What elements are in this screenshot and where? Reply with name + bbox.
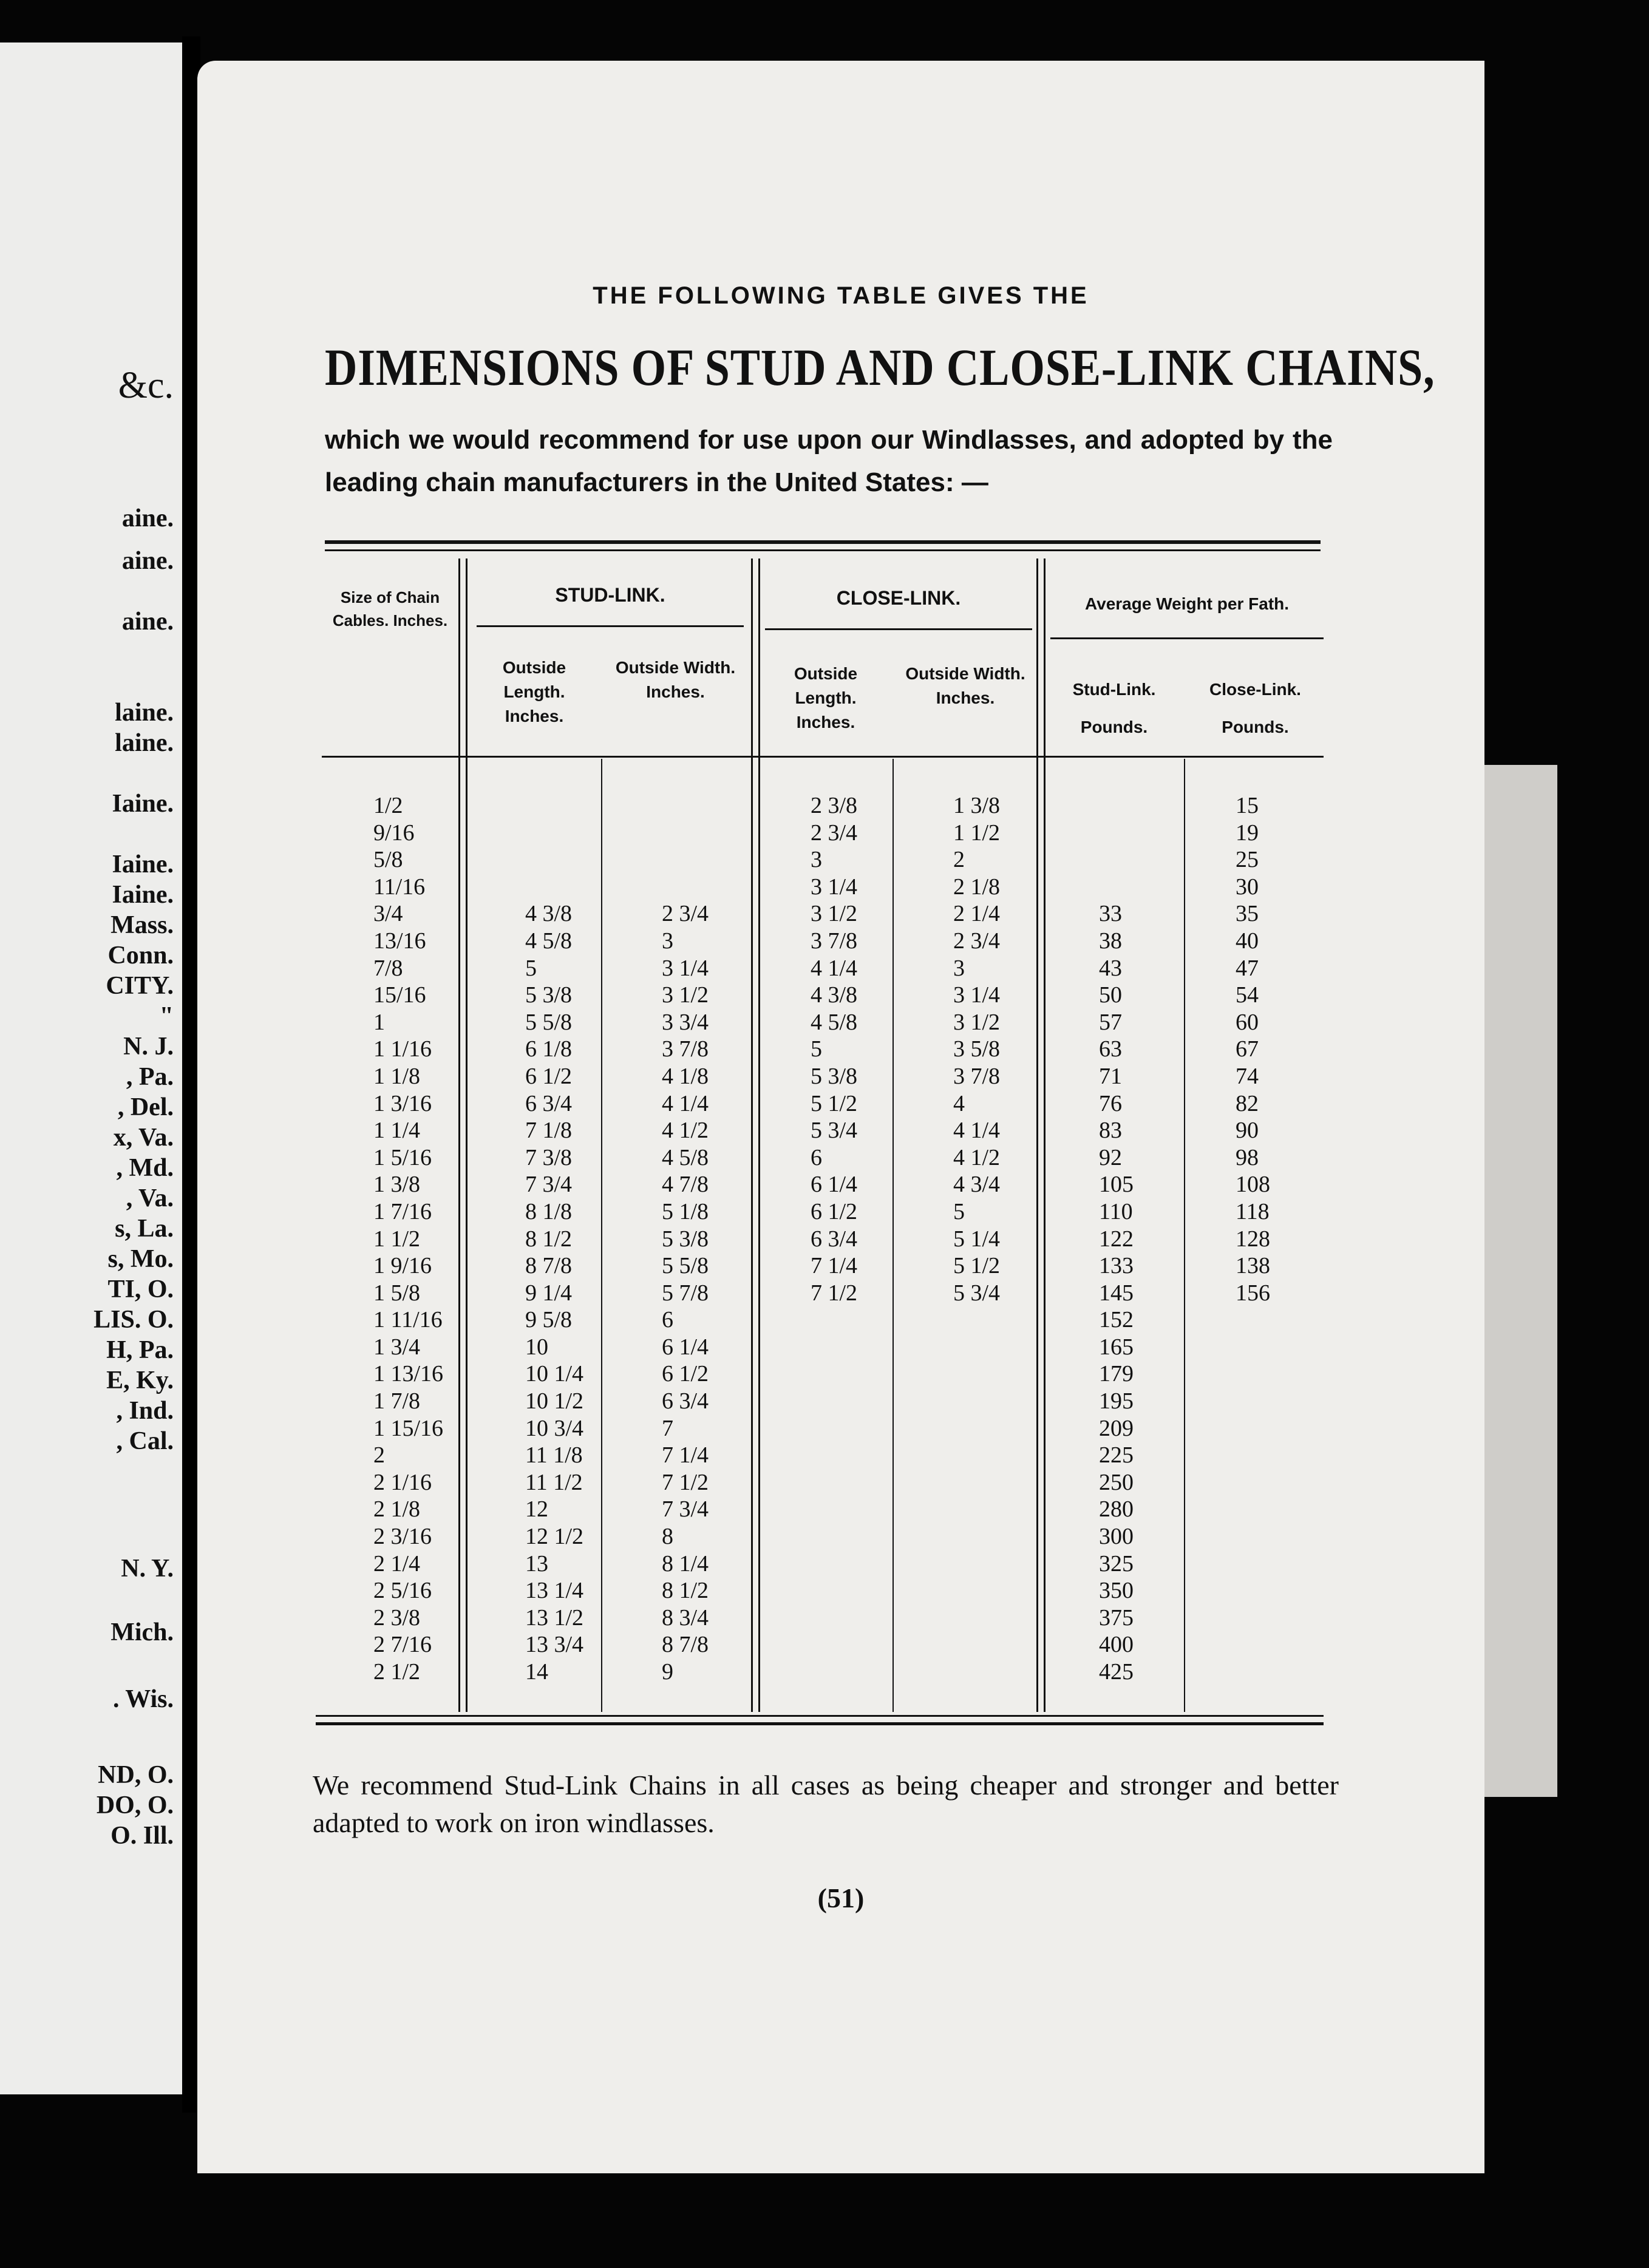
- table-cell: [525, 792, 583, 820]
- stud-width-column: [662, 792, 709, 1686]
- stud-length-header: Outside Length. Inches.: [502, 658, 566, 725]
- table-cell: 6 1/4: [662, 1334, 709, 1360]
- table-cell: 2: [953, 847, 965, 873]
- left-page-fragment: H, Pa.: [106, 1336, 174, 1364]
- left-page-fragment: x, Va.: [113, 1124, 174, 1152]
- size-column: [373, 792, 443, 1686]
- table-cell: 1 1/4: [373, 1118, 421, 1144]
- table-cell: 5 5/8: [525, 1009, 573, 1035]
- table-cell: 1: [373, 1009, 385, 1035]
- table-cell: 8 1/8: [525, 1198, 573, 1224]
- document-page: [197, 61, 1484, 2173]
- table-cell: 138: [1236, 1253, 1270, 1279]
- table-cell: 2 3/8: [373, 1604, 421, 1631]
- table-cell: 1 3/8: [373, 1172, 421, 1198]
- table-cell: 4 5/8: [525, 928, 573, 954]
- table-cell: 13 1/4: [525, 1578, 584, 1604]
- table-cell: 5 1/8: [662, 1198, 709, 1224]
- table-top-rule-thin: [325, 549, 1321, 551]
- table-cell: [525, 874, 583, 901]
- table-cell: 71: [1099, 1063, 1122, 1089]
- left-page-fragment: Mich.: [110, 1618, 174, 1646]
- stud-length-column: [525, 792, 583, 1686]
- table-cell: 4 1/2: [662, 1118, 709, 1144]
- col-rule: [1044, 559, 1046, 1712]
- table-cell: 2 3/16: [373, 1524, 432, 1550]
- table-cell: 5 3/8: [811, 1063, 858, 1089]
- table-cell: 13 1/2: [525, 1604, 584, 1631]
- table-cell: 118: [1236, 1198, 1270, 1224]
- table-cell: 8 7/8: [525, 1253, 573, 1279]
- table-cell: [525, 820, 583, 847]
- table-cell: 11/16: [373, 874, 426, 900]
- table-cell: 43: [1099, 955, 1122, 981]
- table-cell: 8 1/2: [525, 1226, 573, 1252]
- avg-weight-header: Average Weight per Fath.: [1084, 594, 1290, 613]
- intro-paragraph: which we would recommend for use upon our Windlasses, and adopted by the leading chain manufacturers in the United States: —: [325, 425, 1333, 497]
- table-cell: [525, 846, 583, 874]
- table-cell: 19: [1236, 820, 1259, 846]
- table-cell: 15: [1236, 793, 1259, 818]
- table-cell: 8 3/4: [662, 1604, 709, 1631]
- adjacent-page: [0, 42, 182, 2094]
- col-rule: [751, 559, 753, 1712]
- table-cell: 3: [662, 928, 673, 954]
- col-rule: [601, 759, 602, 1712]
- table-cell: 7: [662, 1415, 673, 1441]
- table-cell: 63: [1099, 1036, 1122, 1062]
- table-cell: 179: [1099, 1361, 1134, 1387]
- table-cell: 110: [1099, 1198, 1133, 1224]
- table-cell: 1 1/2: [953, 820, 1001, 846]
- left-page-fragment: aine.: [121, 547, 174, 575]
- left-page-fragment: , Pa.: [126, 1063, 174, 1091]
- table-cell: 33: [1099, 901, 1122, 927]
- table-cell: 1 1/2: [373, 1226, 421, 1252]
- table-cell: 13: [525, 1550, 548, 1577]
- left-page-fragment: , Va.: [126, 1184, 174, 1212]
- table-cell: 2 3/8: [811, 793, 858, 818]
- table-cell: [1099, 846, 1134, 874]
- table-cell: 10 3/4: [525, 1415, 584, 1441]
- table-cell: 6: [811, 1144, 822, 1170]
- table-cell: 6: [662, 1307, 673, 1333]
- table-cell: 5 3/4: [811, 1118, 858, 1144]
- table-cell: 30: [1236, 874, 1259, 900]
- table-cell: 60: [1236, 1009, 1259, 1035]
- table-cell: 10 1/4: [525, 1361, 584, 1387]
- stud-width-header: Outside Width. Inches.: [615, 658, 736, 701]
- table-cell: 3 1/4: [953, 982, 1001, 1008]
- page-title: DIMENSIONS OF STUD AND CLOSE-LINK CHAINS,: [325, 338, 1435, 396]
- table-cell: 92: [1099, 1144, 1122, 1170]
- table-cell: 9 5/8: [525, 1307, 573, 1333]
- close-link-underline: [765, 628, 1032, 630]
- table-cell: 5: [953, 1198, 965, 1224]
- table-cell: 67: [1236, 1036, 1259, 1062]
- table-cell: 6 1/2: [811, 1198, 858, 1224]
- table-cell: 3 3/4: [662, 1009, 709, 1035]
- left-page-fragment: DO, O.: [96, 1791, 174, 1819]
- table-cell: 7 3/4: [662, 1496, 709, 1523]
- table-cell: 3 7/8: [811, 928, 858, 954]
- table-cell: 6 3/4: [525, 1090, 573, 1116]
- table-cell: 76: [1099, 1090, 1122, 1116]
- table-cell: 6 1/2: [662, 1361, 709, 1387]
- table-cell: 152: [1099, 1307, 1134, 1333]
- table-cell: 6 1/4: [811, 1172, 858, 1198]
- table-cell: 3 5/8: [953, 1036, 1001, 1062]
- table-cell: 1 13/16: [373, 1361, 444, 1387]
- left-page-fragment: laine.: [115, 729, 174, 757]
- table-cell: 2 1/4: [953, 901, 1001, 927]
- left-page-fragment: ND, O.: [98, 1761, 174, 1789]
- table-cell: 13/16: [373, 928, 426, 954]
- close-length-column: [811, 792, 857, 1306]
- table-cell: [1099, 820, 1134, 847]
- table-cell: 82: [1236, 1090, 1259, 1116]
- table-cell: 15/16: [373, 982, 426, 1008]
- table-cell: [662, 874, 709, 901]
- table-cell: [1099, 874, 1134, 901]
- left-page-fragment: LIS. O.: [93, 1306, 174, 1334]
- table-cell: 1 1/8: [373, 1063, 421, 1089]
- table-cell: 4 3/8: [811, 982, 858, 1008]
- left-page-fragment: ": [159, 1002, 174, 1030]
- left-page-fragment: , Md.: [116, 1154, 174, 1182]
- table-cell: 9/16: [373, 820, 415, 846]
- table-cell: 5: [811, 1036, 822, 1062]
- table-cell: 2 1/16: [373, 1469, 432, 1495]
- table-cell: 98: [1236, 1144, 1259, 1170]
- table-cell: 2 1/8: [953, 874, 1001, 900]
- col-rule: [758, 559, 760, 1712]
- table-cell: 375: [1099, 1604, 1134, 1631]
- table-cell: 156: [1236, 1280, 1270, 1306]
- table-cell: 3 1/4: [811, 874, 858, 900]
- table-cell: 10: [525, 1334, 548, 1360]
- table-cell: [662, 846, 709, 874]
- col-rule: [466, 559, 467, 1712]
- table-cell: 145: [1099, 1280, 1134, 1306]
- table-cell: 108: [1236, 1172, 1270, 1198]
- table-cell: 225: [1099, 1442, 1134, 1468]
- table-cell: 8: [662, 1524, 673, 1550]
- header-bottom-rule: [322, 756, 1324, 758]
- table-cell: 50: [1099, 982, 1122, 1008]
- table-cell: 2 3/4: [953, 928, 1001, 954]
- table-cell: 1 5/8: [373, 1280, 421, 1306]
- table-cell: 6 1/8: [525, 1036, 573, 1062]
- table-cell: 7 1/4: [811, 1253, 858, 1279]
- close-width-header: Outside Width. Inches.: [905, 664, 1025, 707]
- table-cell: 4 1/4: [811, 955, 858, 981]
- table-cell: 400: [1099, 1632, 1134, 1658]
- table-cell: 5 1/4: [953, 1226, 1001, 1252]
- table-cell: 1 11/16: [373, 1307, 443, 1333]
- table-cell: 2 1/8: [373, 1496, 421, 1523]
- col-rule: [892, 759, 894, 1712]
- left-page-fragment: CITY.: [106, 972, 174, 1000]
- left-page-fragment: aine.: [121, 504, 174, 532]
- col-rule: [458, 559, 460, 1712]
- left-page-fragment: . Wis.: [113, 1685, 174, 1713]
- table-cell: 11 1/8: [525, 1442, 583, 1468]
- page-number: (51): [817, 1883, 865, 1913]
- table-cell: [1099, 792, 1134, 820]
- left-page-fragment: s, La.: [115, 1215, 174, 1243]
- table-cell: 1 15/16: [373, 1415, 444, 1441]
- table-cell: 5 3/8: [525, 982, 573, 1008]
- left-page-fragment: &c.: [118, 365, 174, 406]
- table-cell: 12: [525, 1496, 548, 1523]
- table-cell: 350: [1099, 1578, 1134, 1604]
- table-cell: 128: [1236, 1226, 1270, 1252]
- table-cell: 40: [1236, 928, 1259, 954]
- table-cell: 105: [1099, 1172, 1134, 1198]
- table-cell: 2 3/4: [811, 820, 858, 846]
- table-cell: 4 5/8: [662, 1144, 709, 1170]
- table-cell: 10 1/2: [525, 1388, 584, 1414]
- left-page-fragment: , Del.: [117, 1093, 174, 1121]
- table-cell: 25: [1236, 847, 1259, 873]
- table-cell: 7 1/4: [662, 1442, 709, 1468]
- table-cell: 2 1/4: [373, 1550, 421, 1577]
- table-cell: 1 5/16: [373, 1144, 432, 1170]
- table-cell: 3: [811, 847, 822, 873]
- table-cell: 35: [1236, 901, 1259, 927]
- table-cell: 165: [1099, 1334, 1134, 1360]
- table-cell: 250: [1099, 1469, 1134, 1495]
- table-cell: 5/8: [373, 847, 403, 873]
- left-page-fragment: TI, O.: [107, 1275, 174, 1303]
- table-cell: 280: [1099, 1496, 1134, 1523]
- table-heading: THE FOLLOWING TABLE GIVES THE: [593, 282, 1089, 309]
- left-page-fragment: Iaine.: [112, 881, 174, 909]
- table-cell: 7 3/4: [525, 1172, 573, 1198]
- table-cell: 8 1/2: [662, 1578, 709, 1604]
- table-cell: 1 9/16: [373, 1253, 432, 1279]
- close-length-header: Outside Length. Inches.: [794, 664, 858, 732]
- table-cell: 2 7/16: [373, 1632, 432, 1658]
- close-pounds-column: [1236, 792, 1270, 1306]
- left-page-fragment: Conn.: [107, 942, 174, 969]
- table-cell: 1 1/16: [373, 1036, 432, 1062]
- table-cell: 6 1/2: [525, 1063, 573, 1089]
- table-cell: 1 3/8: [953, 793, 1001, 818]
- table-cell: 5: [525, 955, 537, 981]
- table-cell: 5 5/8: [662, 1253, 709, 1279]
- table-cell: 9 1/4: [525, 1280, 573, 1306]
- table-cell: 3 1/2: [662, 982, 709, 1008]
- table-top-rule: [325, 540, 1321, 544]
- close-link-header: CLOSE-LINK.: [836, 587, 961, 609]
- avg-weight-underline: [1050, 637, 1324, 639]
- table-cell: [662, 820, 709, 847]
- stud-link-header: STUD-LINK.: [555, 584, 665, 606]
- footer-note: We recommend Stud-Link Chains in all cases as being cheaper and stronger and better adapted to work on iron windlasses.: [313, 1770, 1339, 1838]
- size-header: Size of Chain Cables. Inches.: [332, 588, 448, 630]
- table-cell: 2 5/16: [373, 1578, 432, 1604]
- table-cell: 1 7/16: [373, 1198, 432, 1224]
- table-cell: 195: [1099, 1388, 1134, 1414]
- left-page-fragment: , Cal.: [116, 1427, 174, 1455]
- table-cell: 4: [953, 1090, 965, 1116]
- table-cell: 3 7/8: [662, 1036, 709, 1062]
- table-bottom-rule: [316, 1715, 1324, 1717]
- table-cell: 3/4: [373, 901, 403, 927]
- table-cell: 4 1/8: [662, 1063, 709, 1089]
- left-page-fragment: , Ind.: [116, 1397, 174, 1425]
- table-cell: 3 1/2: [811, 901, 858, 927]
- table-cell: 122: [1099, 1226, 1134, 1252]
- table-cell: 3 1/4: [662, 955, 709, 981]
- table-cell: 1 7/8: [373, 1388, 421, 1414]
- stud-pounds-column: [1099, 792, 1134, 1686]
- table-cell: 4 1/4: [953, 1118, 1001, 1144]
- table-cell: 6 3/4: [662, 1388, 709, 1414]
- table-cell: 7 1/8: [525, 1118, 573, 1144]
- table-cell: 54: [1236, 982, 1259, 1008]
- table-cell: 7 3/8: [525, 1144, 573, 1170]
- left-page-fragment: Iaine.: [112, 790, 174, 818]
- table-cell: 8 7/8: [662, 1632, 709, 1658]
- table-cell: 38: [1099, 928, 1122, 954]
- table-cell: 325: [1099, 1550, 1134, 1577]
- table-cell: 3: [953, 955, 965, 981]
- table-cell: [662, 792, 709, 820]
- col-rule: [1184, 759, 1185, 1712]
- close-width-column: [953, 792, 1000, 1306]
- table-cell: 90: [1236, 1118, 1259, 1144]
- left-page-fragment: s, Mo.: [107, 1245, 174, 1273]
- table-cell: 5 1/2: [811, 1090, 858, 1116]
- table-cell: 7/8: [373, 955, 403, 981]
- table-cell: 300: [1099, 1524, 1134, 1550]
- table-cell: 1/2: [373, 793, 403, 818]
- table-cell: 4 1/2: [953, 1144, 1001, 1170]
- table-cell: 9: [662, 1659, 673, 1685]
- table-cell: 14: [525, 1659, 548, 1685]
- table-cell: 4 3/4: [953, 1172, 1001, 1198]
- table-cell: 12 1/2: [525, 1524, 584, 1550]
- table-cell: 2: [373, 1442, 385, 1468]
- table-cell: 133: [1099, 1253, 1134, 1279]
- stud-link-underline: [477, 625, 744, 627]
- table-cell: 2 1/2: [373, 1659, 421, 1685]
- table-cell: 4 7/8: [662, 1172, 709, 1198]
- table-cell: 83: [1099, 1118, 1122, 1144]
- table-cell: 209: [1099, 1415, 1134, 1441]
- table-cell: 5 3/4: [953, 1280, 1001, 1306]
- table-cell: 425: [1099, 1659, 1134, 1685]
- col-rule: [1036, 559, 1038, 1712]
- table-bottom-rule-thick: [316, 1722, 1324, 1725]
- table-cell: 11 1/2: [525, 1469, 583, 1495]
- page-edge: [1484, 765, 1557, 1797]
- left-page-fragment: Mass.: [110, 911, 174, 939]
- table-cell: 4 3/8: [525, 901, 573, 927]
- left-page-fragment: Iaine.: [112, 850, 174, 878]
- table-cell: 5 7/8: [662, 1280, 709, 1306]
- table-cell: 5 3/8: [662, 1226, 709, 1252]
- table-cell: 6 3/4: [811, 1226, 858, 1252]
- table-cell: 47: [1236, 955, 1259, 981]
- table-cell: 13 3/4: [525, 1632, 584, 1658]
- left-page-fragment: N. J.: [123, 1033, 174, 1061]
- table-cell: 5 1/2: [953, 1253, 1001, 1279]
- table-cell: 7 1/2: [811, 1280, 858, 1306]
- table-cell: 8 1/4: [662, 1550, 709, 1577]
- table-cell: 3 1/2: [953, 1009, 1001, 1035]
- table-cell: 74: [1236, 1063, 1259, 1089]
- table-cell: 1 3/4: [373, 1334, 421, 1360]
- table-cell: 4 5/8: [811, 1009, 858, 1035]
- left-page-fragment: laine.: [115, 699, 174, 727]
- left-page-fragment: O. Ill.: [110, 1822, 174, 1850]
- left-page-fragment: aine.: [121, 608, 174, 636]
- table-cell: 57: [1099, 1009, 1122, 1035]
- left-page-fragment: E, Ky.: [106, 1367, 174, 1394]
- stud-pounds-header: Stud-Link. Pounds.: [1072, 680, 1156, 736]
- table-cell: 4 1/4: [662, 1090, 709, 1116]
- table-cell: 1 3/16: [373, 1090, 432, 1116]
- close-pounds-header: Close-Link. Pounds.: [1209, 680, 1301, 736]
- table-cell: 2 3/4: [662, 901, 709, 927]
- left-page-fragment: N. Y.: [121, 1555, 174, 1583]
- table-cell: 7 1/2: [662, 1469, 709, 1495]
- table-cell: 3 7/8: [953, 1063, 1001, 1089]
